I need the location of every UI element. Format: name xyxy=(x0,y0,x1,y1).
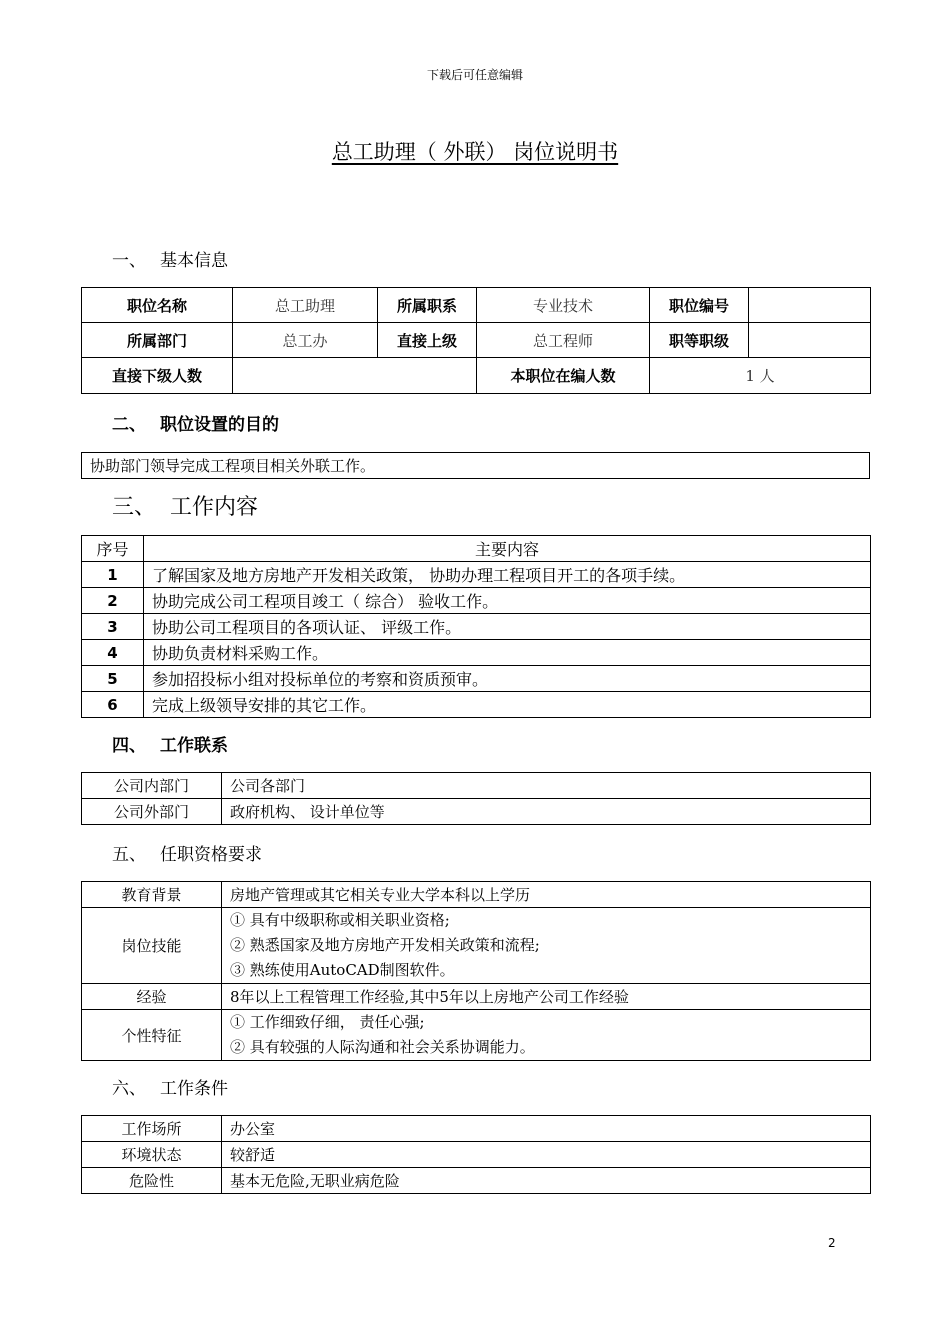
table-row xyxy=(82,1010,871,1061)
cell-label: 直接上级 xyxy=(378,323,477,358)
table-row xyxy=(82,588,871,614)
section-1-number: 一、 xyxy=(112,251,146,271)
table-row xyxy=(82,614,871,640)
section-6-number: 六、 xyxy=(112,1079,146,1099)
table-row xyxy=(82,1168,871,1194)
row-number: 4 xyxy=(82,640,144,666)
cell-label: 本职位在编人数 xyxy=(477,358,650,394)
row-number: 1 xyxy=(82,562,144,588)
section-6-heading xyxy=(112,1074,228,1099)
cell-label: 职等职级 xyxy=(650,323,749,358)
cell-value: 专业技术 xyxy=(477,288,650,323)
basic-info-table xyxy=(81,287,871,394)
cell-label: 职位编号 xyxy=(650,288,749,323)
job-content-table xyxy=(81,535,871,718)
personality-item: ② 具有较强的人际沟通和社会关系协调能力。 xyxy=(230,1038,535,1056)
row-number: 5 xyxy=(82,666,144,692)
row-content: 协助公司工程项目的各项认证、 评级工作。 xyxy=(144,614,871,640)
cell-label: 职位名称 xyxy=(82,288,233,323)
skills-list xyxy=(222,908,871,984)
cell-value: 总工程师 xyxy=(477,323,650,358)
cell-label: 所属职系 xyxy=(378,288,477,323)
table-row xyxy=(82,773,871,799)
column-header: 序号 xyxy=(82,536,144,562)
row-content: 完成上级领导安排的其它工作。 xyxy=(144,692,871,718)
row-number: 3 xyxy=(82,614,144,640)
cell-value: 较舒适 xyxy=(222,1142,871,1168)
cell-value: 总工助理 xyxy=(233,288,378,323)
cell-label: 个性特征 xyxy=(82,1010,222,1061)
table-row xyxy=(82,562,871,588)
section-4-title: 工作联系 xyxy=(160,736,228,756)
section-1-heading xyxy=(112,246,228,271)
section-3-heading xyxy=(112,490,258,521)
cell-value: 政府机构、 设计单位等 xyxy=(222,799,871,825)
cell-label: 经验 xyxy=(82,984,222,1010)
cell-value xyxy=(749,323,871,358)
section-2-title: 职位设置的目的 xyxy=(160,415,279,435)
cell-value: 1 人 xyxy=(650,358,871,394)
section-4-heading xyxy=(112,731,228,756)
skill-item: ③ 熟练使用AutoCAD制图软件。 xyxy=(230,961,455,979)
table-row xyxy=(82,358,871,394)
cell-label: 危险性 xyxy=(82,1168,222,1194)
section-3-number: 三、 xyxy=(112,495,157,520)
section-2-number: 二、 xyxy=(112,415,146,435)
cell-value xyxy=(749,288,871,323)
personality-list xyxy=(222,1010,871,1061)
purpose-text: 协助部门领导完成工程项目相关外联工作。 xyxy=(82,453,870,479)
table-row xyxy=(82,1116,871,1142)
section-3-title: 工作内容 xyxy=(170,495,259,520)
row-content: 协助负责材料采购工作。 xyxy=(144,640,871,666)
cell-label: 公司外部门 xyxy=(82,799,222,825)
cell-value: 基本无危险,无职业病危险 xyxy=(222,1168,871,1194)
section-6-title: 工作条件 xyxy=(160,1079,228,1099)
cell-value: 房地产管理或其它相关专业大学本科以上学历 xyxy=(222,882,871,908)
cell-label: 环境状态 xyxy=(82,1142,222,1168)
table-row xyxy=(82,453,870,479)
cell-value: 8年以上工程管理工作经验,其中5年以上房地产公司工作经验 xyxy=(222,984,871,1010)
purpose-table xyxy=(81,452,870,479)
cell-value: 总工办 xyxy=(233,323,378,358)
header-note: 下载后可任意编辑 xyxy=(426,68,523,82)
cell-value xyxy=(233,358,477,394)
row-number: 2 xyxy=(82,588,144,614)
cell-label: 工作场所 xyxy=(82,1116,222,1142)
cell-label: 教育背景 xyxy=(82,882,222,908)
section-5-title: 任职资格要求 xyxy=(160,845,262,865)
section-4-number: 四、 xyxy=(112,736,146,756)
work-conditions-table xyxy=(81,1115,871,1194)
cell-label: 直接下级人数 xyxy=(82,358,233,394)
table-row xyxy=(82,1142,871,1168)
cell-label: 岗位技能 xyxy=(82,908,222,984)
table-row xyxy=(82,908,871,984)
table-row xyxy=(82,882,871,908)
personality-item: ① 工作细致仔细， 责任心强; xyxy=(230,1013,425,1031)
table-row xyxy=(82,692,871,718)
section-1-title: 基本信息 xyxy=(160,251,228,271)
row-number: 6 xyxy=(82,692,144,718)
qualifications-table xyxy=(81,881,871,1061)
column-header: 主要内容 xyxy=(144,536,871,562)
table-row xyxy=(82,288,871,323)
section-2-heading xyxy=(112,410,279,435)
table-row xyxy=(82,323,871,358)
cell-label: 公司内部门 xyxy=(82,773,222,799)
cell-value: 办公室 xyxy=(222,1116,871,1142)
skill-item: ① 具有中级职称或相关职业资格; xyxy=(230,911,450,929)
row-content: 了解国家及地方房地产开发相关政策， 协助办理工程项目开工的各项手续。 xyxy=(144,562,871,588)
document-title xyxy=(0,136,950,166)
table-row xyxy=(82,984,871,1010)
skill-item: ② 熟悉国家及地方房地产开发相关政策和流程; xyxy=(230,936,540,954)
row-content: 参加招投标小组对投标单位的考察和资质预审。 xyxy=(144,666,871,692)
cell-value: 公司各部门 xyxy=(222,773,871,799)
table-row xyxy=(82,799,871,825)
table-row xyxy=(82,640,871,666)
row-content: 协助完成公司工程项目竣工（ 综合） 验收工作。 xyxy=(144,588,871,614)
page-number: 2 xyxy=(828,1236,836,1250)
table-header-row xyxy=(82,536,871,562)
section-5-heading xyxy=(112,840,262,865)
section-5-number: 五、 xyxy=(112,845,146,865)
document-title-text: 总工助理（ 外联） 岗位说明书 xyxy=(331,140,619,164)
cell-label: 所属部门 xyxy=(82,323,233,358)
work-contacts-table xyxy=(81,772,871,825)
table-row xyxy=(82,666,871,692)
